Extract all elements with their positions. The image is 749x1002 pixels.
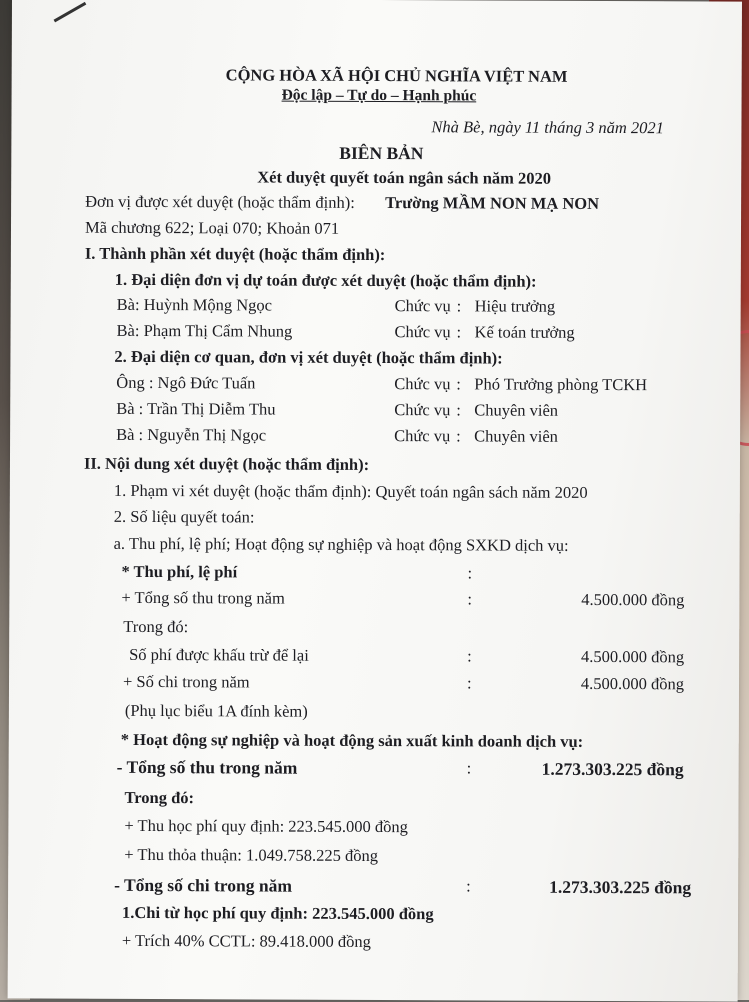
- retained-colon: :: [467, 646, 472, 666]
- member-role-label: Chức vụ: [394, 426, 451, 446]
- document-title: BIÊN BẢN: [339, 142, 424, 164]
- member-role-colon: :: [456, 322, 462, 342]
- total-revenue-value: 4.500.000 đồng: [581, 589, 685, 610]
- biz-spent-colon: :: [466, 876, 471, 896]
- of-which-label: Trong đó:: [123, 616, 189, 637]
- fees-heading: * Thu phí, lệ phí: [121, 561, 238, 582]
- member-role-label: Chức vụ: [394, 322, 451, 342]
- biz-revenue-value: 1.273.303.225 đồng: [541, 758, 684, 780]
- document-page: [8, 0, 742, 1002]
- biz-spent-label: - Tổng số chi trong năm: [114, 874, 292, 896]
- appendix-note: (Phụ lục biểu 1A đính kèm): [124, 700, 308, 721]
- spent-value: 4.500.000 đồng: [580, 673, 685, 694]
- document-subtitle: Xét duyệt quyết toán ngân sách năm 2020: [257, 167, 552, 188]
- spent-label: + Số chi trong năm: [122, 671, 250, 692]
- date-line: Nhà Bè, ngày 11 tháng 3 năm 2021: [431, 117, 665, 138]
- unit-name: Trường MẦM NON MẠ NON: [385, 193, 600, 213]
- member-role: Hiệu trưởng: [474, 296, 556, 316]
- figures-line: 2. Số liệu quyết toán:: [113, 506, 255, 527]
- biz-of-which-label: Trong đó:: [124, 787, 195, 808]
- member-name: Bà : Trần Thị Diễm Thu: [116, 398, 276, 419]
- member-role-label: Chức vụ: [394, 374, 451, 394]
- section2-heading: II. Nội dung xét duyệt (hoặc thẩm định):: [83, 453, 370, 474]
- member-name: Bà : Nguyễn Thị Ngọc: [116, 424, 267, 445]
- motto: Độc lập – Tự do – Hạnh phúc: [281, 86, 477, 105]
- retained-value: 4.500.000 đồng: [580, 646, 685, 667]
- member-role-colon: :: [456, 400, 461, 420]
- part-a-line: a. Thu phí, lệ phí; Hoạt động sự nghiệp và hoạt động SXKD dịch vụ:: [113, 533, 569, 555]
- member-role-colon: :: [456, 296, 462, 316]
- biz-spent-value: 1.273.303.225 đồng: [549, 876, 692, 898]
- unit-codes: Mã chương 622; Loại 070; Khoản 071: [84, 217, 340, 238]
- member-role-colon: :: [456, 374, 461, 394]
- scope-line: 1. Phạm vi xét duyệt (hoặc thẩm định): Quyết toán ngân sách năm 2020: [113, 480, 588, 502]
- tuition-agreed-line: + Thu thỏa thuận: 1.049.758.225 đồng: [124, 844, 379, 866]
- member-name: Ông : Ngô Đức Tuấn: [116, 372, 256, 393]
- member-role: Kế toán trưởng: [474, 322, 575, 342]
- member-name: Bà: Huỳnh Mộng Ngọc: [116, 294, 273, 315]
- member-name: Bà: Phạm Thị Cẩm Nhung: [116, 320, 293, 341]
- spent-from-tuition-line: 1.Chi từ học phí quy định: 223.545.000 đồng: [121, 902, 434, 924]
- tuition-regulated-line: + Thu học phí quy định: 223.545.000 đồng: [124, 815, 408, 837]
- retained-label: Số phí được khấu trừ để lại: [129, 644, 309, 665]
- total-revenue-label: + Tổng số thu trong năm: [121, 587, 285, 608]
- salary-reserve-line: + Trích 40% CCTL: 89.418.000 đồng: [121, 930, 371, 951]
- biz-revenue-label: - Tổng số thu trong năm: [116, 756, 298, 778]
- member-role: Chuyên viên: [474, 426, 559, 446]
- member-role-label: Chức vụ: [394, 400, 451, 420]
- business-heading: * Hoạt động sự nghiệp và hoạt động sản xuất kinh doanh dịch vụ:: [120, 729, 584, 751]
- member-role: Chuyên viên: [474, 400, 559, 420]
- section1-heading: I. Thành phần xét duyệt (hoặc thẩm định):: [84, 243, 386, 265]
- fees-colon: :: [467, 563, 473, 583]
- group2-heading: 2. Đại diện cơ quan, đơn vị xét duyệt (hoặc thẩm định):: [114, 346, 503, 368]
- member-role: Phó Trưởng phòng TCKH: [474, 374, 648, 395]
- republic-header: CỘNG HÒA XÃ HỘI CHỦ NGHĨA VIỆT NAM: [225, 65, 568, 86]
- spent-colon: :: [466, 673, 472, 693]
- group1-heading: 1. Đại diện đơn vị dự toán được xét duyệt (hoặc thẩm định):: [114, 269, 537, 291]
- member-role-colon: :: [456, 426, 461, 446]
- pen-mark: [54, 2, 87, 22]
- total-revenue-colon: :: [467, 589, 473, 609]
- biz-revenue-colon: :: [466, 758, 472, 778]
- unit-label: Đơn vị được xét duyệt (hoặc thẩm định):: [85, 191, 355, 212]
- member-role-label: Chức vụ: [394, 296, 451, 316]
